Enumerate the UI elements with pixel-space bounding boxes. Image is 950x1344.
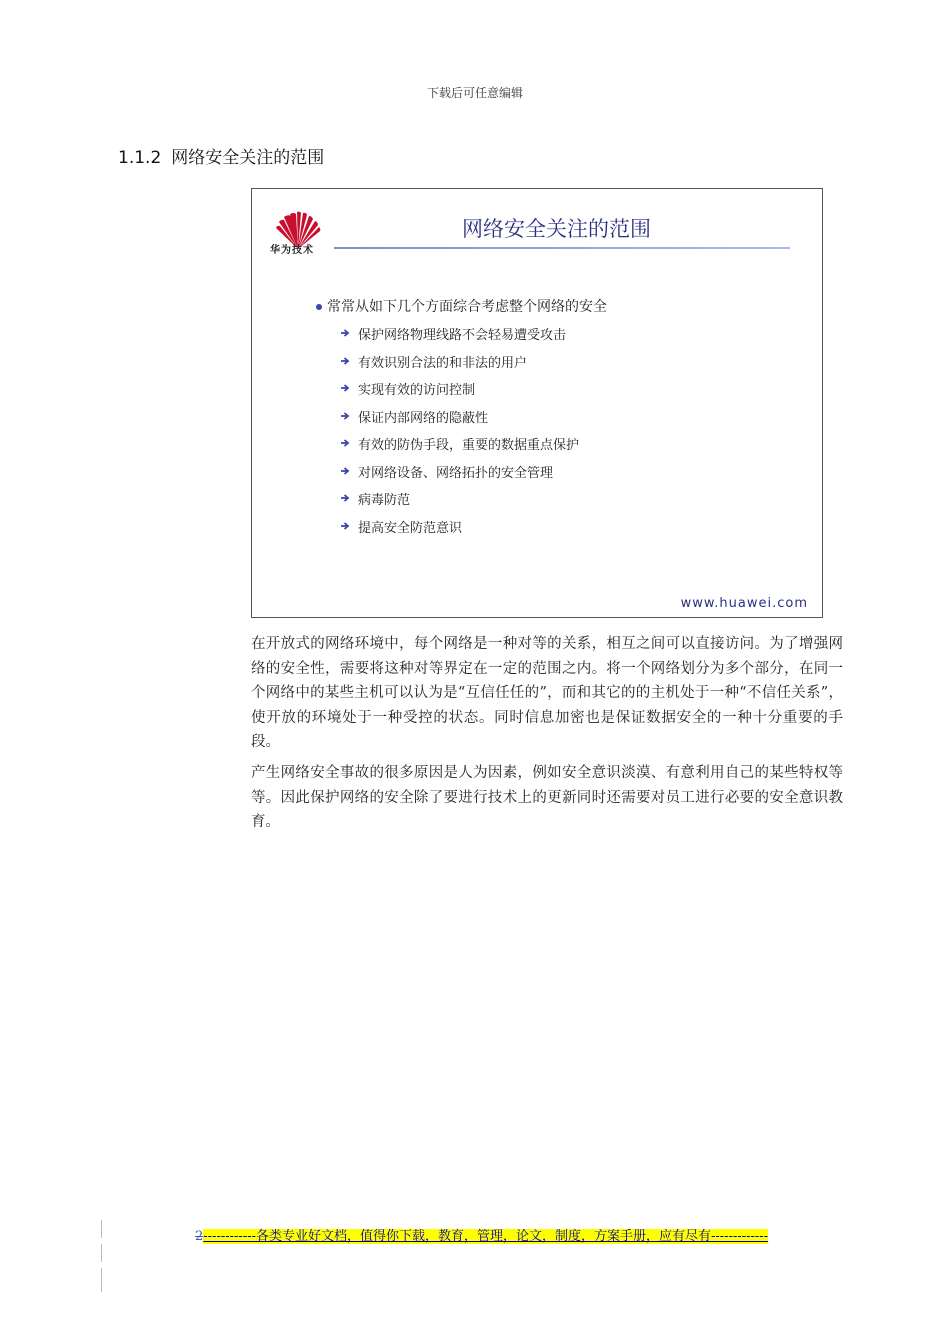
list-item bbox=[340, 407, 579, 435]
title-divider bbox=[334, 247, 790, 249]
sub-item-text: 有效识别合法的和非法的用户 bbox=[358, 355, 528, 371]
page-number: 2 bbox=[195, 1229, 204, 1244]
slide-url: www.huawei.com bbox=[680, 596, 808, 611]
main-bullet bbox=[316, 296, 607, 316]
logo-text: 华为技术 bbox=[270, 245, 314, 256]
section-title: 网络安全关注的范围 bbox=[171, 148, 325, 168]
sub-item-text: 提高安全防范意识 bbox=[358, 520, 463, 536]
slide-title: 网络安全关注的范围 bbox=[462, 217, 651, 241]
body-paragraph: 在开放式的网络环境中，每个网络是一种对等的关系，相互之间可以直接访问。为了增强网络的安全性，需要将这种对等界定在一定的范围之内。将一个网络划分为多个部分，在同一个网络中的某些主机可以认为是“互信任任的”，而和其它的的主机处于一种“不信任关系”，使开放的环境处于一种受控的状态。同时信息加密也是保证数据安全的一种十分重要的手段。 bbox=[251, 636, 843, 750]
header-note: 下载后可任意编辑 bbox=[426, 86, 523, 100]
list-item bbox=[340, 517, 579, 545]
sub-item-text: 实现有效的访问控制 bbox=[358, 383, 476, 398]
sub-item-text: 保证内部网络的隐蔽性 bbox=[358, 410, 489, 426]
arrow-right-icon bbox=[340, 356, 350, 366]
list-item bbox=[340, 324, 579, 352]
footer-text: ------------各类专业好文档，值得你下载，教育，管理，论文，制度，方案手册，应有尽有------------- bbox=[203, 1229, 769, 1244]
arrow-right-icon bbox=[340, 438, 350, 448]
list-item bbox=[340, 352, 579, 380]
list-item bbox=[340, 462, 579, 490]
arrow-right-icon bbox=[340, 466, 350, 476]
arrow-right-icon bbox=[340, 383, 350, 393]
list-item bbox=[340, 379, 579, 407]
main-bullet-text: 常常从如下几个方面综合考虑整个网络的安全 bbox=[327, 299, 607, 315]
sub-item-text: 病毒防范 bbox=[358, 493, 411, 508]
arrow-right-icon bbox=[340, 521, 350, 531]
margin-marks bbox=[101, 1220, 103, 1300]
sub-item-text: 对网络设备、网络拓扑的安全管理 bbox=[358, 465, 554, 481]
sub-bullet-list bbox=[340, 324, 579, 544]
body-paragraph: 产生网络安全事故的很多原因是人为因素，例如安全意识淡漠、有意利用自己的某些特权等等。因此保护网络的安全除了要进行技术上的更新同时还需要对员工进行必要的安全意识教育。 bbox=[251, 765, 843, 830]
section-number: 1.1.2 bbox=[118, 148, 162, 168]
arrow-right-icon bbox=[340, 411, 350, 421]
list-item bbox=[340, 434, 579, 462]
bullet-dot-icon bbox=[316, 304, 322, 310]
arrow-right-icon bbox=[340, 493, 350, 503]
slide-figure bbox=[251, 188, 823, 618]
footer-line bbox=[195, 1225, 768, 1244]
sub-item-text: 有效的防伪手段，重要的数据重点保护 bbox=[358, 438, 580, 453]
list-item bbox=[340, 489, 579, 517]
sub-item-text: 保护网络物理线路不会轻易遭受攻击 bbox=[358, 328, 567, 343]
arrow-right-icon bbox=[340, 328, 350, 338]
section-heading bbox=[118, 143, 324, 168]
